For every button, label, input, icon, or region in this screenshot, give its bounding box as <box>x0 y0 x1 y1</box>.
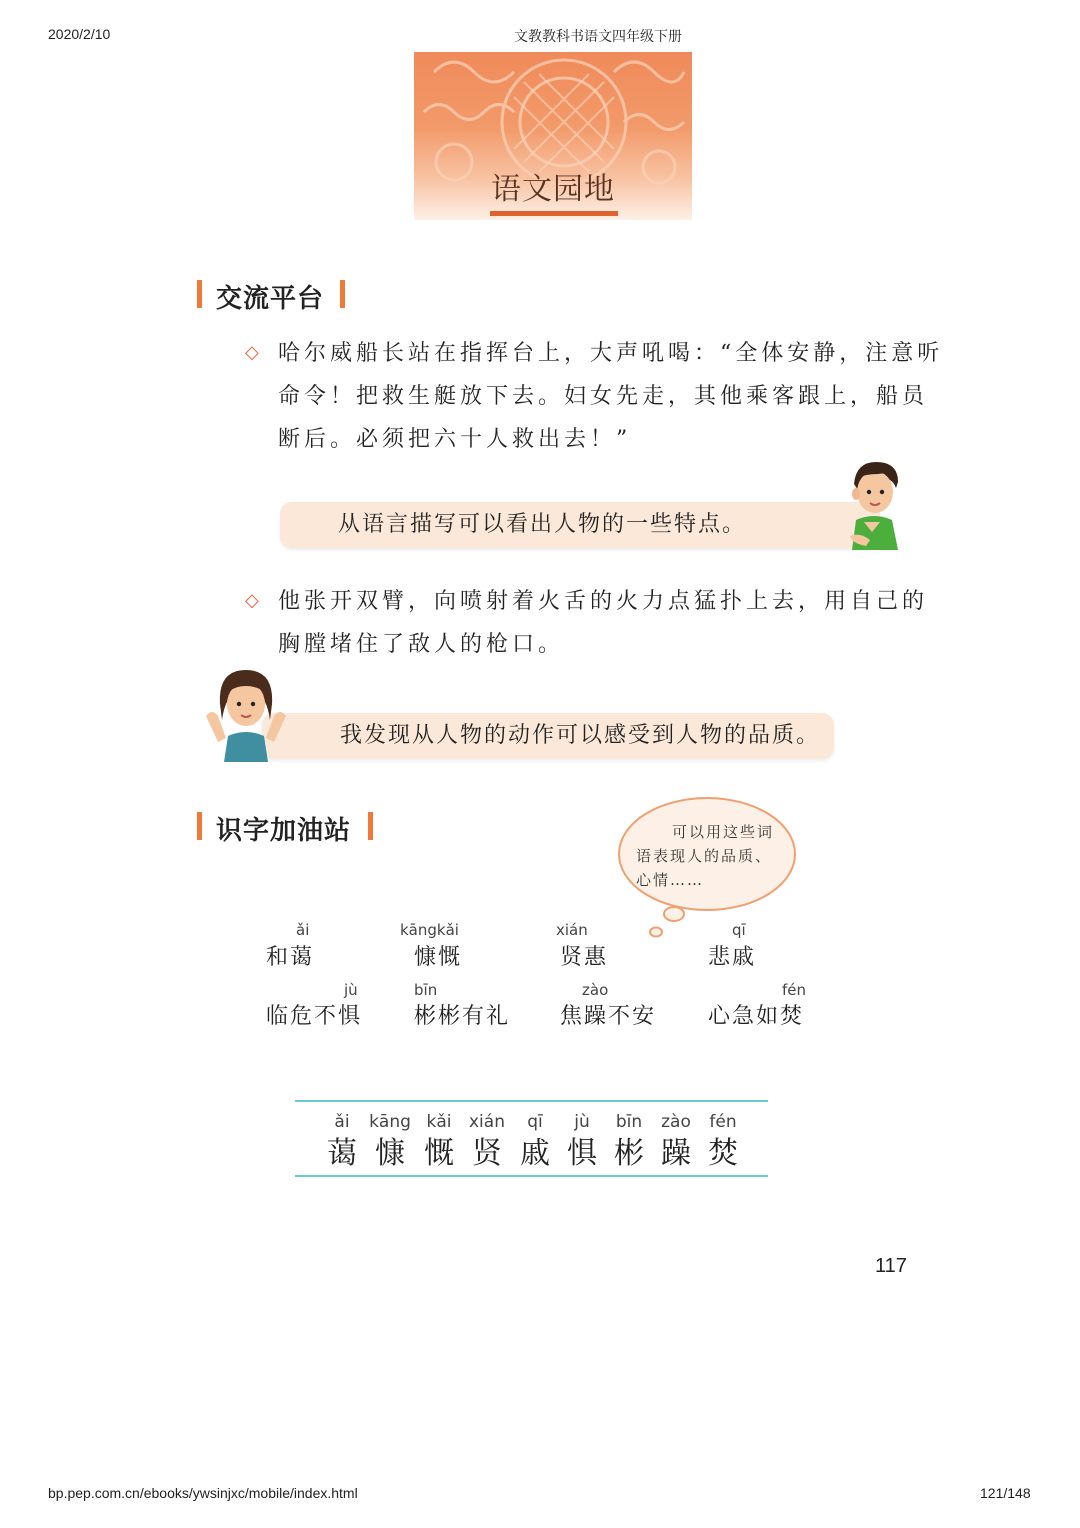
footer-page-count: 121/148 <box>980 1485 1031 1501</box>
boy-avatar-icon <box>842 456 904 550</box>
word-item: 焦躁不安 <box>560 1004 657 1029</box>
paragraph-line: 命令！把救生艇放下去。妇女先走，其他乘客跟上，船员 <box>278 384 929 409</box>
paragraph-line: 哈尔威船长站在指挥台上，大声吼喝：“全体安静，注意听 <box>278 341 944 366</box>
section-title-literacy: 识字加油站 <box>216 816 352 846</box>
girl-avatar-icon <box>200 664 292 762</box>
word-item: 和蔼 <box>266 945 315 970</box>
paragraph-1 <box>278 332 943 461</box>
banner-underline <box>490 211 618 216</box>
paragraph-2 <box>278 580 928 666</box>
char-pinyin: xián <box>469 1112 505 1132</box>
word-pinyin: bīn <box>414 981 438 999</box>
char-pinyin: jù <box>574 1112 590 1132</box>
strip-bottom-line <box>295 1175 768 1177</box>
heading-bar-right <box>340 280 345 308</box>
word-pinyin: kāngkǎi <box>400 921 459 939</box>
thought-line: 可以用这些词 <box>672 823 775 841</box>
heading-bar-left <box>197 812 202 840</box>
paragraph-line: 胸膛堵住了敌人的枪口。 <box>278 632 565 657</box>
word-item: 悲戚 <box>708 945 757 970</box>
char-item: 慨 <box>424 1136 454 1171</box>
char-item: 躁 <box>661 1136 691 1171</box>
word-item: 慷慨 <box>414 945 463 970</box>
tip-bar-2: 我发现从人物的动作可以感受到人物的品质。 <box>262 713 834 759</box>
tip-bar-1: 从语言描写可以看出人物的一些特点。 <box>280 502 880 548</box>
diamond-bullet-icon: ◇ <box>245 342 259 363</box>
section-title-exchange: 交流平台 <box>216 284 325 314</box>
word-item: 临危不惧 <box>266 1004 363 1029</box>
char-pinyin: qī <box>527 1112 543 1132</box>
banner-title: 语文园地 <box>491 172 615 207</box>
paragraph-line: 他张开双臂，向喷射着火舌的火力点猛扑上去，用自己的 <box>278 589 929 614</box>
word-item: 彬彬有礼 <box>414 1004 511 1029</box>
char-pinyin: fén <box>709 1112 737 1132</box>
word-pinyin: zào <box>582 981 609 999</box>
word-item: 心急如焚 <box>708 1004 805 1029</box>
paragraph-line: 断后。必须把六十人救出去！” <box>278 427 632 452</box>
heading-bar-left <box>197 280 202 308</box>
strip-top-line <box>295 1100 768 1102</box>
diamond-bullet-icon: ◇ <box>245 590 259 611</box>
word-pinyin: xián <box>556 921 588 939</box>
char-item: 蔼 <box>327 1136 357 1171</box>
heading-bar-right <box>368 812 373 840</box>
char-item: 焚 <box>708 1136 738 1171</box>
word-pinyin: qī <box>732 921 746 939</box>
word-pinyin: ǎi <box>296 921 310 939</box>
print-title: 文教教科书语文四年级下册 <box>514 29 682 45</box>
thought-line: 语表现人的品质、 <box>636 847 773 865</box>
page-number: 117 <box>875 1255 907 1277</box>
char-pinyin: zào <box>661 1112 691 1132</box>
word-pinyin: jù <box>344 981 358 999</box>
footer-url: bp.pep.com.cn/ebooks/ywsinjxc/mobile/index.html <box>48 1485 358 1501</box>
word-pinyin: fén <box>782 981 807 999</box>
char-item: 戚 <box>520 1136 550 1171</box>
char-item: 惧 <box>567 1136 597 1171</box>
char-item: 慷 <box>375 1136 405 1171</box>
char-pinyin: bīn <box>615 1112 643 1132</box>
char-pinyin: kǎi <box>426 1112 452 1132</box>
word-item: 贤惠 <box>560 945 609 970</box>
thought-line: 心情…… <box>636 871 705 889</box>
section-banner <box>414 52 692 220</box>
char-item: 贤 <box>472 1136 502 1171</box>
char-pinyin: ǎi <box>334 1112 350 1132</box>
char-pinyin: kāng <box>369 1112 411 1132</box>
print-date: 2020/2/10 <box>48 26 111 42</box>
char-item: 彬 <box>614 1136 644 1171</box>
